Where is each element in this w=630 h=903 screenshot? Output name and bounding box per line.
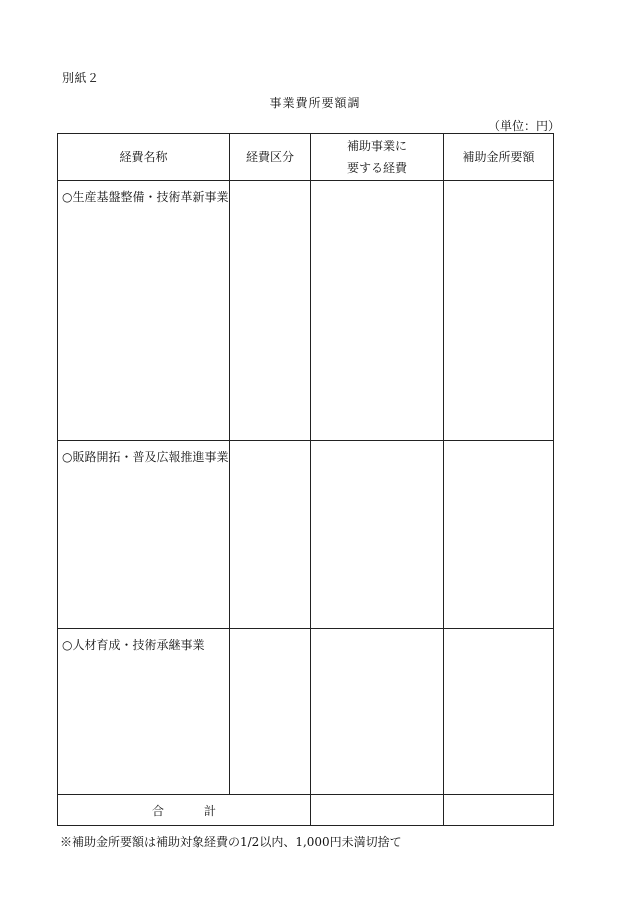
project-cost-cell [311, 181, 444, 441]
section-name: ○生産基盤整備・技術革新事業 [62, 190, 229, 204]
section-name-cell [58, 181, 230, 441]
category-cell [230, 441, 311, 629]
category-cell [230, 629, 311, 795]
section-name-cell [58, 629, 230, 795]
header-expense-category: 経費区分 [230, 134, 311, 181]
footnote: ※補助金所要額は補助対象経費の1/2以内、1,000円未満切捨て [60, 835, 402, 849]
header-expense-name: 経費名称 [58, 134, 230, 181]
unit-label: （単位：円） [487, 119, 560, 133]
section-name: ○販路開拓・普及広報推進事業 [62, 450, 229, 464]
table-row [58, 181, 554, 441]
document-title: 事業費所要額調 [269, 96, 361, 110]
project-cost-cell [311, 629, 444, 795]
header-subsidy-amount: 補助金所要額 [444, 134, 554, 181]
header-project-cost [311, 134, 444, 181]
cost-table [57, 133, 554, 826]
header-project-cost-line2: 要する経費 [346, 161, 407, 175]
table-row [58, 441, 554, 629]
section-name-cell [58, 441, 230, 629]
category-cell [230, 181, 311, 441]
section-name: ○人材育成・技術承継事業 [62, 638, 205, 652]
header-project-cost-line1: 補助事業に [346, 139, 407, 153]
subsidy-amount-cell [444, 629, 554, 795]
total-label-cell [58, 795, 311, 826]
subsidy-amount-cell [444, 441, 554, 629]
total-project-cost-cell [311, 795, 444, 826]
attachment-label: 別紙２ [62, 71, 100, 85]
subsidy-amount-cell [444, 181, 554, 441]
total-label: 合計 [151, 803, 256, 818]
project-cost-cell [311, 441, 444, 629]
total-row [58, 795, 554, 826]
table-header-row [58, 134, 554, 181]
table-row [58, 629, 554, 795]
total-subsidy-amount-cell [444, 795, 554, 826]
